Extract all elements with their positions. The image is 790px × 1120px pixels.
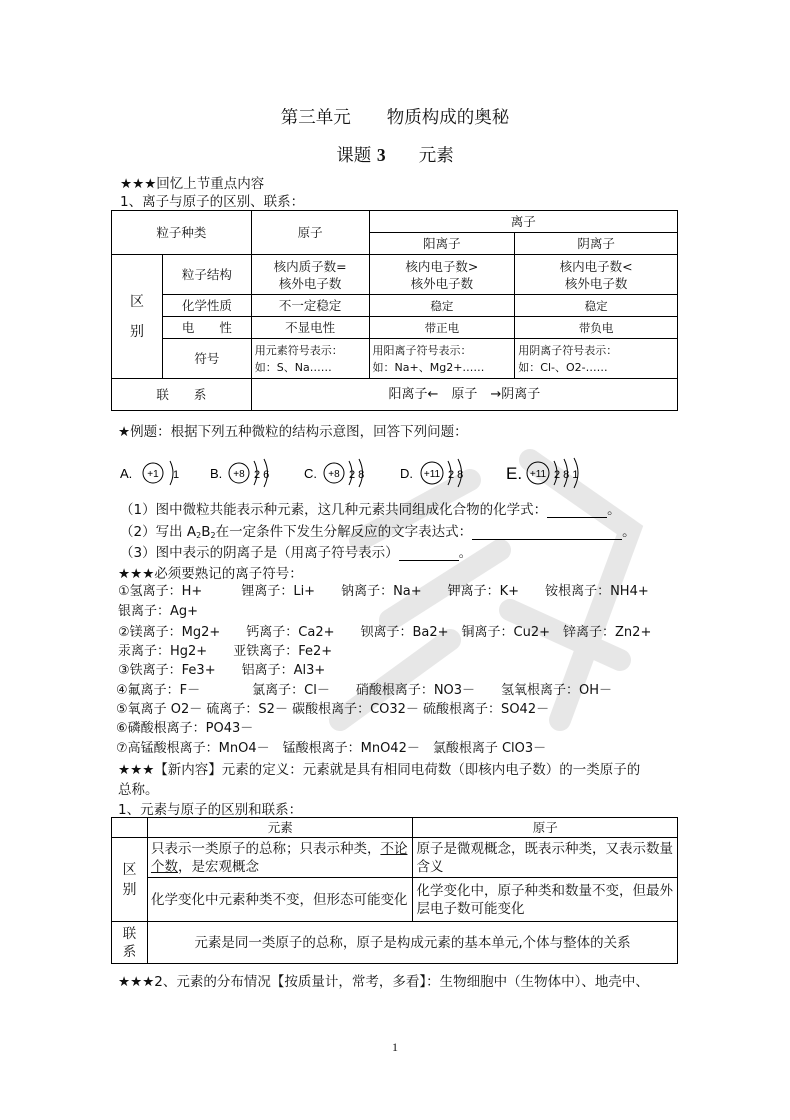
ion-line-4: 汞离子：Hg2+ 亚铁离子：Fe2+	[118, 644, 333, 659]
row-label-charge: 电 性	[162, 317, 251, 339]
ion-line-5: ③铁离子：Fe3+ 铝离子：Al3+	[118, 663, 326, 678]
example-question-2-sub-b: 2	[210, 531, 216, 540]
review-heading: ★★★回忆上节重点内容	[120, 176, 265, 192]
diagram-e-nucleus: +11	[529, 469, 547, 480]
ion-line-1: ①氢离子：H+ 锂离子：Li+ 钠离子：Na+ 钾离子：K+ 铵根离子：NH4+	[118, 584, 649, 599]
diagram-e-letter: E.	[506, 464, 523, 483]
ion-line-8: ⑥磷酸根离子：PO43－	[116, 721, 254, 736]
diagram-b-nucleus: +8	[233, 469, 245, 480]
side-label-link-2: 联 系	[112, 922, 148, 964]
diagram-c	[304, 459, 364, 487]
diagram-b-shells: 2 6	[254, 469, 270, 481]
example-question-1-period: 。	[607, 502, 621, 518]
example-question-2	[120, 520, 636, 540]
header-particle-type: 粒子种类	[112, 211, 252, 255]
cell-anion-property: 稳定	[515, 295, 678, 317]
example-question-2-period: 。	[622, 524, 636, 540]
diagram-d-nucleus: +11	[423, 469, 441, 480]
example-question-3	[120, 541, 472, 561]
side-label-difference	[112, 255, 163, 379]
cell-cation-symbol: 用阳离子符号表示： 如：Na+、Mg2+……	[369, 339, 515, 379]
header-element: 元素	[147, 818, 413, 838]
cell-element-difference-1-a: 只表示一类原子的总称；只表示种类，	[150, 840, 381, 857]
cell-cation-structure: 核内电子数> 核外电子数	[369, 255, 515, 295]
cell-cation-charge: 带正电	[369, 317, 515, 339]
side-label-char-1: 区	[129, 293, 144, 310]
ion-line-7: ⑤氧离子 O2－ 硫离子：S2－ 碳酸根离子：CO32－ 硫酸根离子：SO42－	[116, 702, 550, 717]
diagram-a-nucleus: +1	[147, 469, 159, 480]
header-atom: 原子	[251, 211, 369, 255]
lesson-title	[0, 142, 790, 167]
diagram-b	[210, 459, 269, 487]
ions-heading: ★★★必须要熟记的离子符号：	[118, 566, 303, 582]
answer-blank-1[interactable]	[547, 503, 607, 518]
header-blank	[112, 818, 148, 838]
diagram-c-shells: 2 8	[349, 469, 365, 481]
cell-atom-symbol: 用元素符号表示： 如：S、Na……	[251, 339, 369, 379]
diagram-d	[400, 459, 463, 487]
row-label-link: 联 系	[112, 379, 252, 411]
example-question-3-period: 。	[458, 545, 473, 561]
unit-title	[0, 104, 790, 129]
cell-cation-property: 稳定	[369, 295, 515, 317]
cell-element-atom-link: 元素是同一类原子的总称，原子是构成元素的基本单元,个体与整体的关系	[147, 922, 677, 964]
element-question-2: ★★★2、元素的分布情况【按质量计，常考，多看】：生物细胞中（生物体中）、地壳中、	[118, 974, 649, 990]
header-atom-2: 原子	[413, 818, 678, 838]
element-question-1: 1、元素与原子的区别和联系：	[118, 802, 303, 818]
element-atom-table	[111, 817, 678, 964]
cell-anion-structure: 核内电子数< 核外电子数	[515, 255, 678, 295]
element-definition-line-1: ★★★【新内容】元素的定义：元素就是具有相同电荷数（即核内电子数）的一类原子的	[118, 762, 641, 778]
side-label-char-2: 别	[129, 323, 144, 340]
answer-blank-2[interactable]	[472, 525, 622, 540]
ion-line-6: ④氟离子：F－ 氯离子：Cl－ 硝酸根离子：NO3－ 氢氧根离子：OH－	[116, 683, 613, 698]
diagram-c-letter: C.	[304, 466, 317, 481]
ion-atom-table	[111, 210, 678, 411]
cell-element-difference-1	[147, 838, 413, 878]
example-question-2-prefix: （2）写出 A	[120, 524, 197, 540]
diagram-a-letter: A.	[120, 466, 133, 481]
example-question-1	[120, 498, 621, 518]
side-label-difference-2: 区 别	[112, 838, 148, 922]
cell-atom-property: 不一定稳定	[251, 295, 369, 317]
cell-anion-symbol: 用阴离子符号表示： 如：Cl-、O2-……	[515, 339, 678, 379]
lesson-number: 3	[376, 145, 386, 165]
unit-title-number: 第三单元	[280, 108, 351, 128]
cell-atom-structure: 核内质子数= 核外电子数	[251, 255, 369, 295]
row-label-symbol: 符号	[162, 339, 251, 379]
header-anion: 阴离子	[515, 233, 678, 255]
unit-title-name: 物质构成的奥秘	[386, 108, 510, 128]
diagram-b-letter: B.	[210, 466, 223, 481]
cell-atom-difference-2: 化学变化中，原子种类和数量不变，但最外层电子数可能变化	[413, 878, 678, 922]
cell-anion-charge: 带负电	[515, 317, 678, 339]
diagram-c-nucleus: +8	[328, 469, 340, 480]
example-question-3-text: （3）图中表示的阴离子是（用离子符号表示）	[120, 545, 399, 561]
lesson-title-prefix: 课题	[336, 146, 372, 166]
example-heading: ★例题：根据下列五种微粒的结构示意图，回答下列问题：	[118, 424, 468, 440]
page-number: 1	[392, 1040, 398, 1054]
example-question-2-text: 在一定条件下发生分解反应的文字表达式：	[215, 524, 473, 540]
row-label-chemical-property: 化学性质	[162, 295, 251, 317]
cell-element-difference-1-c: ，是宏观概念	[177, 858, 259, 875]
diagram-d-shells: 2 8	[448, 469, 464, 481]
diagram-e-shells: 2 8 1	[554, 469, 579, 481]
ion-line-3: ②镁离子：Mg2+ 钙离子：Ca2+ 钡离子：Ba2+ 铜离子：Cu2+ 锌离子：Zn2+	[118, 625, 652, 640]
diagram-a	[120, 461, 179, 485]
header-cation: 阳离子	[369, 233, 515, 255]
ion-line-9: ⑦高锰酸根离子：MnO4－ 锰酸根离子：MnO42－ 氯酸根离子 ClO3－	[116, 741, 547, 756]
example-question-2-sub-a: 2	[196, 531, 202, 540]
example-question-1-text: （1）图中微粒共能表示种元素，这几种元素共同组成化合物的化学式：	[120, 502, 548, 518]
cell-element-difference-2: 化学变化中元素种类不变，但形态可能变化	[147, 878, 413, 922]
answer-blank-3[interactable]	[399, 546, 459, 561]
row-label-structure: 粒子结构	[162, 255, 251, 295]
review-question-1: 1、离子与原子的区别、联系：	[120, 194, 305, 210]
cell-link-value: 阳离子← 原子 →阴离子	[251, 379, 677, 411]
element-definition-line-2: 总称。	[118, 782, 159, 798]
example-question-2-b: B	[201, 524, 211, 540]
cell-atom-difference-1: 原子是微观概念，既表示种类，又表示数量含义	[413, 838, 678, 878]
cell-atom-charge: 不显电性	[251, 317, 369, 339]
diagram-e	[506, 458, 578, 488]
cell-element-difference-1-underlined: 不论个数	[150, 840, 408, 875]
header-ion: 离子	[369, 211, 677, 233]
diagram-a-shells: 1	[173, 469, 180, 481]
ion-line-2: 银离子：Ag+	[118, 604, 199, 619]
diagram-d-letter: D.	[400, 466, 413, 481]
lesson-title-name: 元素	[418, 146, 454, 166]
atomic-structure-diagrams	[118, 456, 678, 490]
